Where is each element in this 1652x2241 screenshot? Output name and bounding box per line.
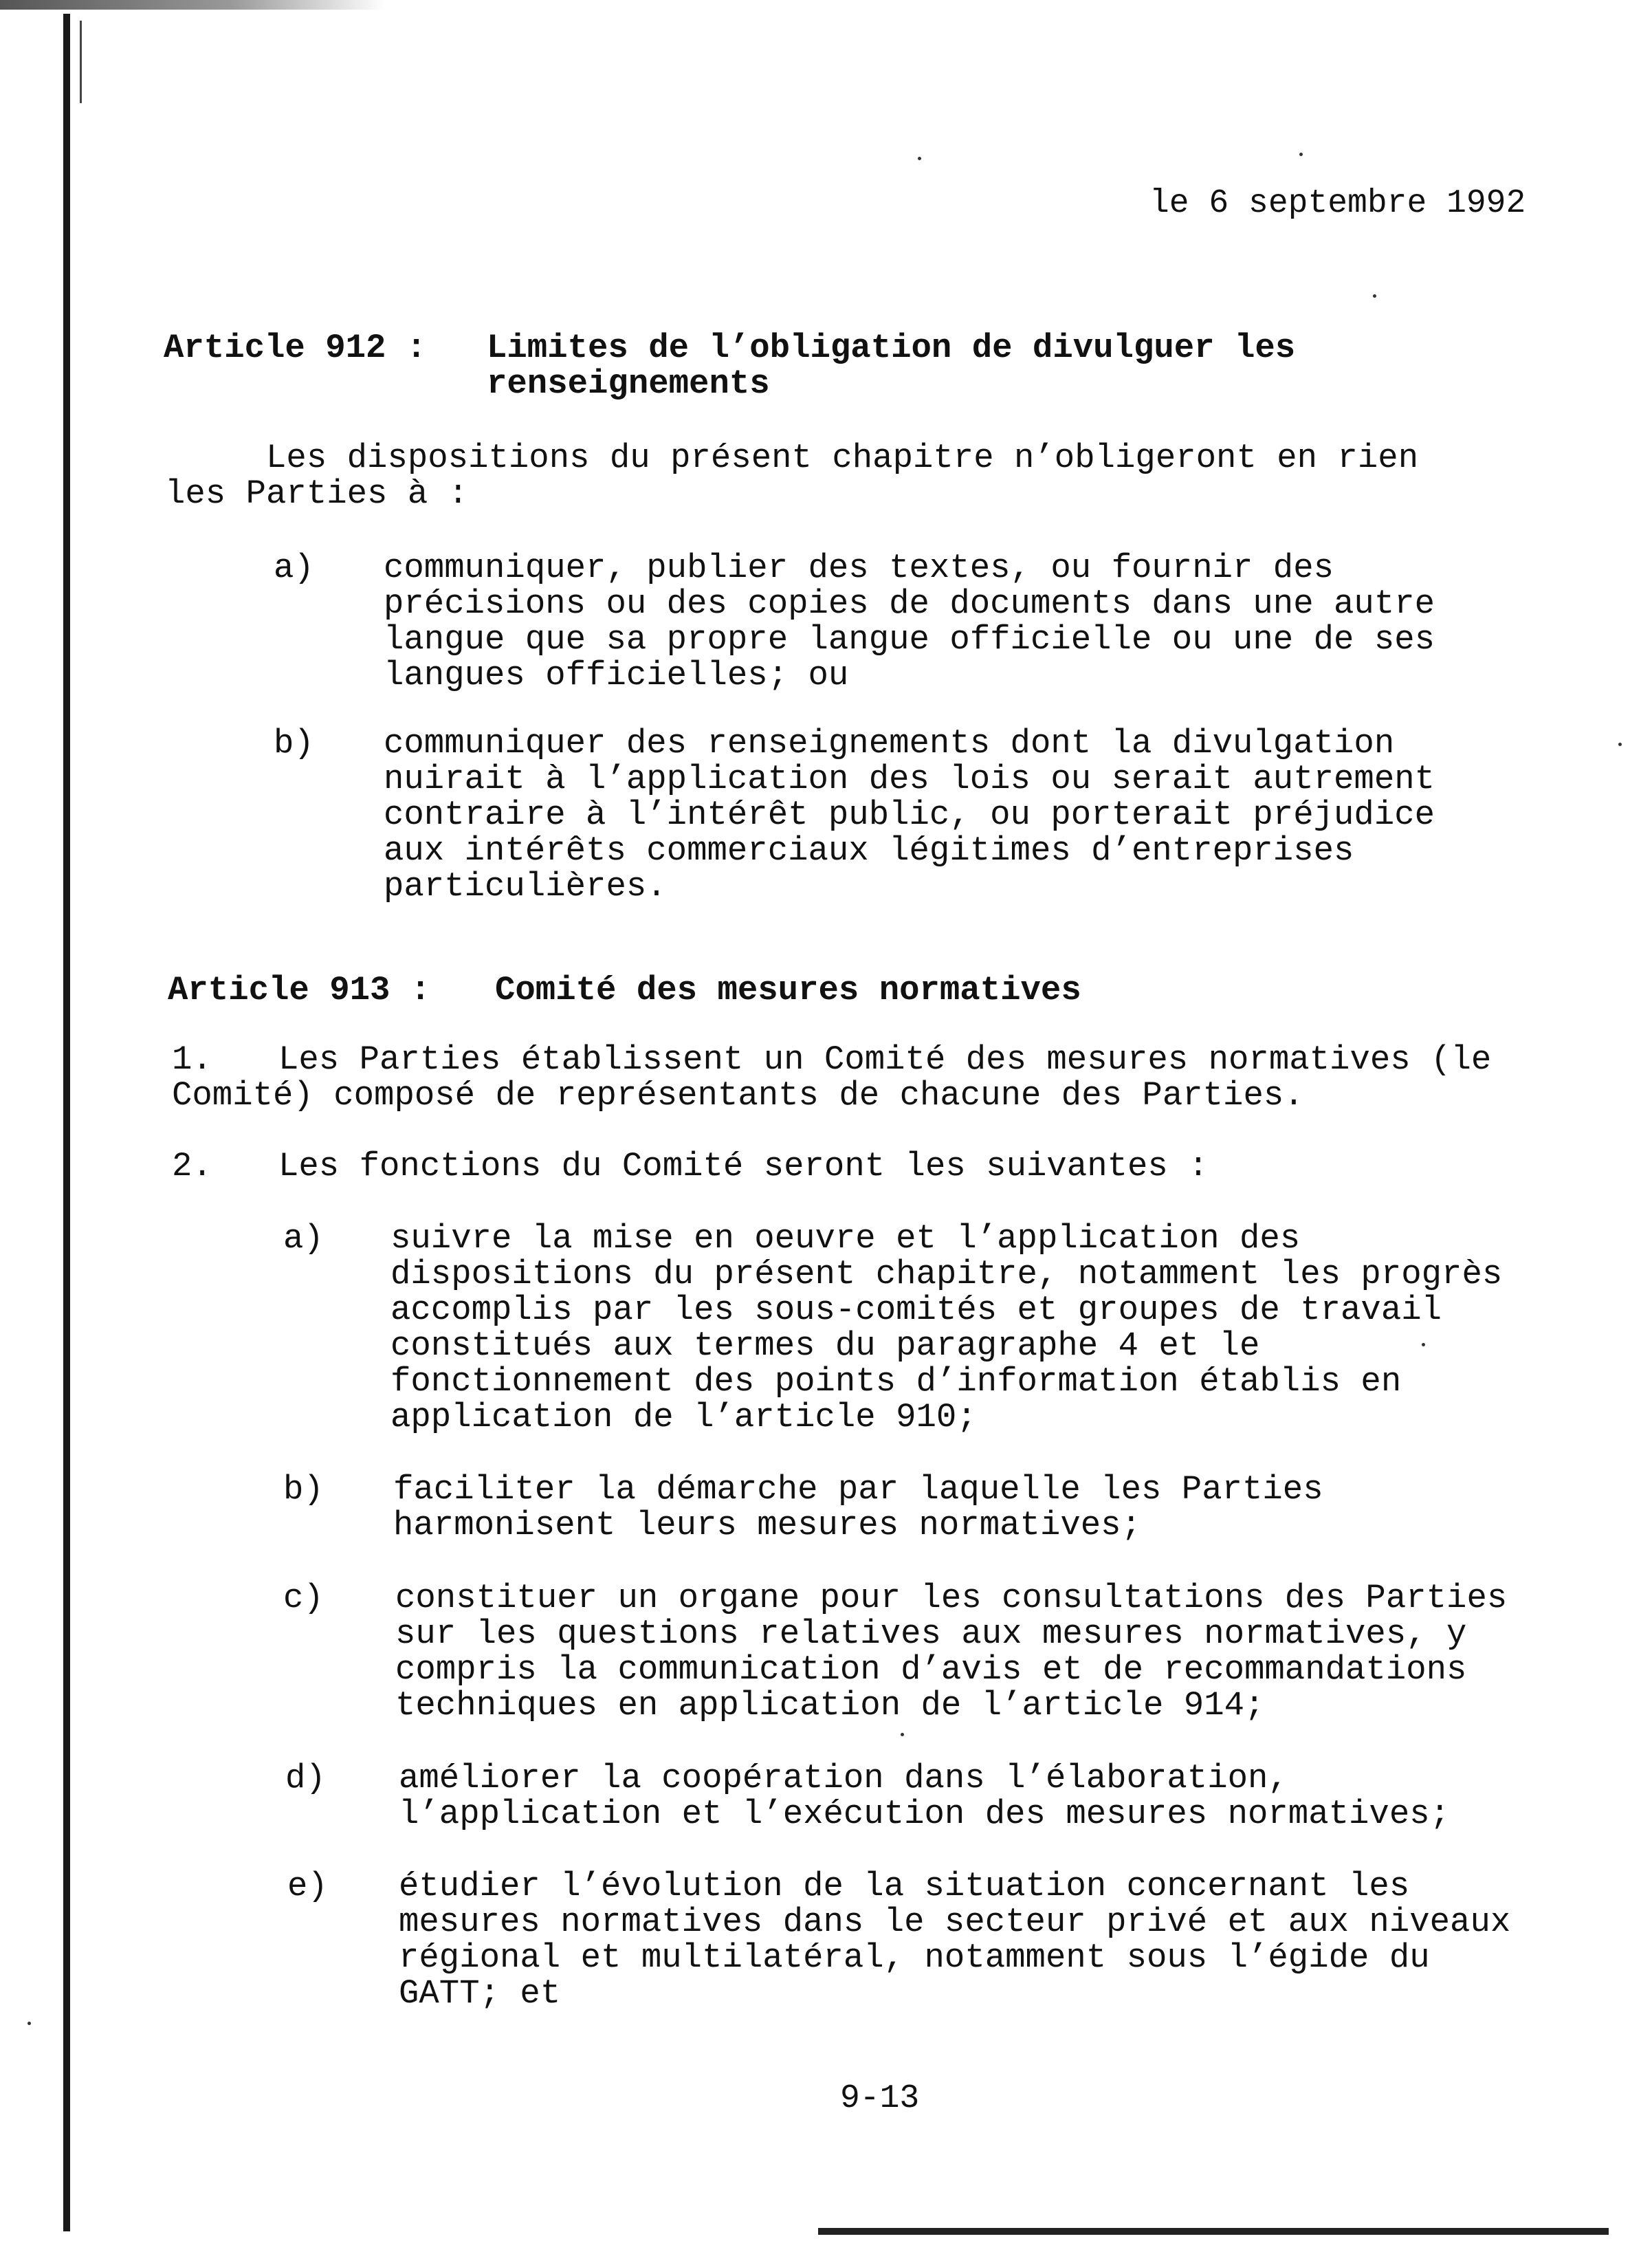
article-913-item-text: améliorer la coopération dans l’élaboration, l’application et l’exécution des mesures normatives; <box>399 1759 1451 1833</box>
article-913-label: Article 913 : <box>168 971 431 1009</box>
article-913-item-letter: a) <box>283 1219 324 1258</box>
scan-speck <box>1299 153 1303 156</box>
article-913-item-text: suivre la mise en oeuvre et l’application des dispositions du présent chapitre, notamment les progrès accomplis par les sous-comités et groupes de travail constitués aux termes du paragraphe 4 et le fonctionnement des points d’information établis en application de l’article 910; <box>390 1219 1503 1436</box>
article-913-para2: Les fonctions du Comité seront les suivantes : <box>278 1147 1209 1185</box>
article-913-heading: Comité des mesures normatives <box>495 971 1081 1009</box>
article-913-item-letter: d) <box>285 1759 326 1797</box>
article-912-item-letter: a) <box>274 549 314 587</box>
article-913-item-text: faciliter la démarche par laquelle les Parties harmonisent leurs mesures normatives; <box>393 1470 1323 1544</box>
article-913-item-letter: c) <box>283 1579 324 1617</box>
article-913-item-letter: e) <box>287 1867 328 1905</box>
article-912-item-letter: b) <box>274 724 314 763</box>
article-912-item-text: communiquer des renseignements dont la divulgation nuirait à l’application des lois ou serait autrement contraire à l’intérêt public, ou porterait préjudice aux intérêts commerciaux légitimes d’entreprises particulières. <box>384 724 1435 906</box>
scan-speck <box>27 2022 31 2025</box>
article-913-para1-number: 1. <box>172 1040 212 1079</box>
article-913-item-letter: b) <box>283 1470 324 1509</box>
page-number: 9-13 <box>840 2080 920 2117</box>
article-912-item-text: communiquer, publier des textes, ou fournir des précisions ou des copies de documents dans une autre langue que sa propre langue officielle ou une de ses langues officielles; ou <box>384 549 1435 695</box>
scan-speck <box>1373 294 1376 298</box>
article-912-label: Article 912 : <box>164 329 427 367</box>
article-913-para1: Les Parties établissent un Comité des mesures normatives (le Comité) composé de représentants de chacune des Parties. <box>172 1040 1492 1115</box>
article-913-item-text: étudier l’évolution de la situation concernant les mesures normatives dans le secteur privé et aux niveaux régional et multilatéral, notamment sous l’égide du GATT; et <box>399 1867 1511 2013</box>
article-913-para2-number: 2. <box>172 1147 212 1185</box>
article-913-item-text: constituer un organe pour les consultations des Parties sur les questions relatives aux mesures normatives, y compris la communication d’avis et de recommandations techniques en application de l’article 914; <box>395 1579 1508 1725</box>
article-912-heading: Limites de l’obligation de divulguer les renseignements <box>487 329 1296 403</box>
scan-edge-bottom <box>818 2228 1609 2235</box>
scan-edge-top <box>0 0 385 10</box>
article-912-intro: Les dispositions du présent chapitre n’obligeront en rien les Parties à : <box>165 439 1419 513</box>
scan-speck <box>1618 743 1622 746</box>
document-date: le 6 septembre 1992 <box>1149 185 1526 222</box>
scan-edge-left-mark <box>80 21 82 103</box>
scan-speck <box>918 157 921 160</box>
scan-speck <box>901 1733 904 1736</box>
scan-edge-left <box>63 14 70 2231</box>
